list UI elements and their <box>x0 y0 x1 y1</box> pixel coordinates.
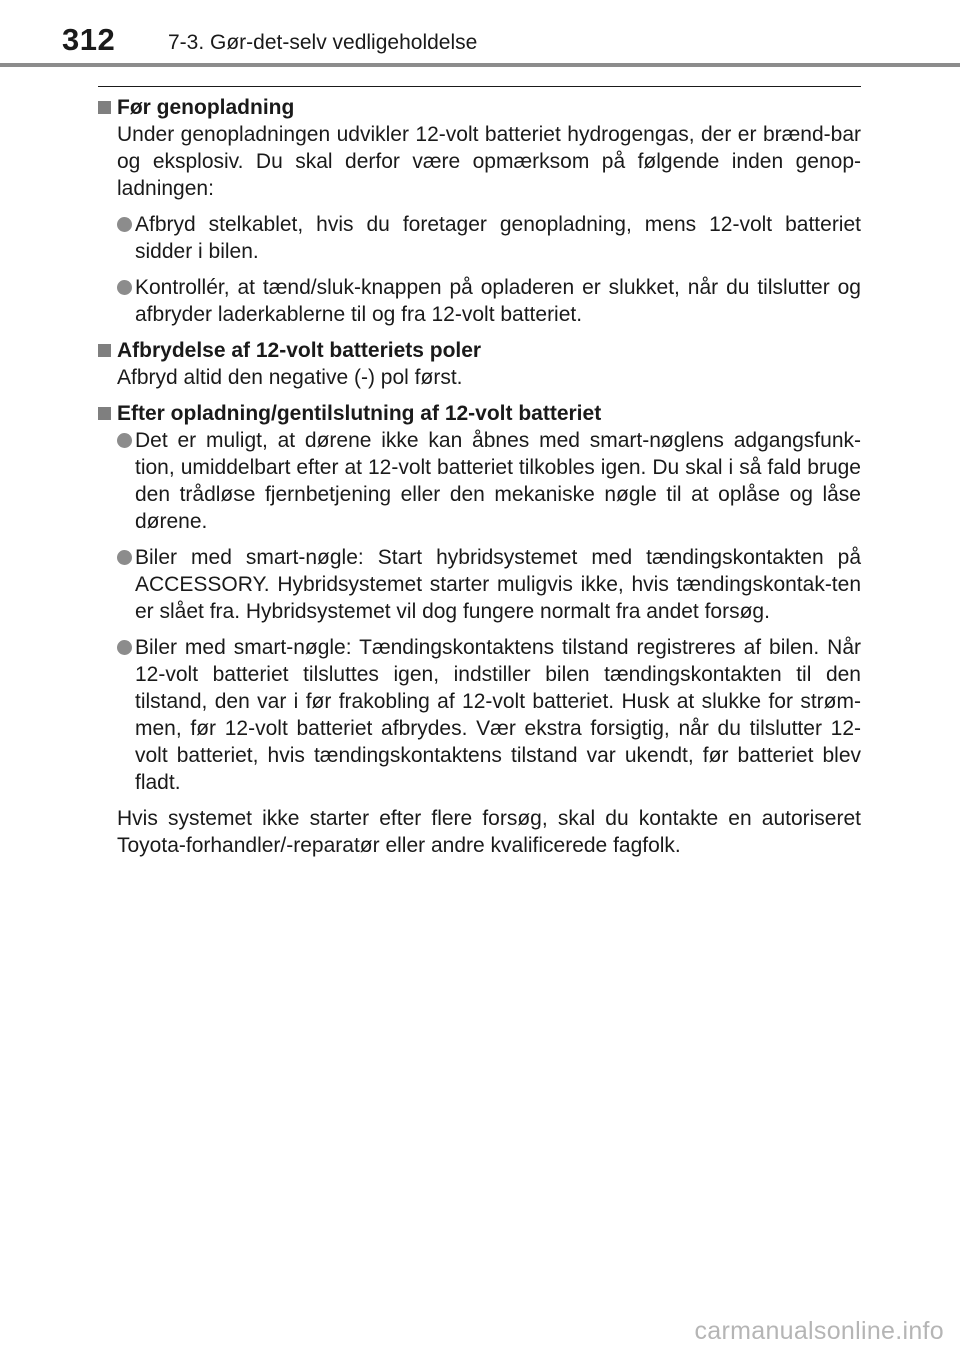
section-heading-text: Efter opladning/gentilslutning af 12-volt batteriet <box>117 402 602 425</box>
page-number: 312 <box>62 22 116 57</box>
section-title: 7-3. Gør-det-selv vedligeholdelse <box>168 31 478 54</box>
header-rule <box>0 63 960 67</box>
list-item <box>117 427 861 535</box>
section-outro: Hvis systemet ikke starter efter flere forsøg, skal du kontakte en autoriseret Toyota-forhandler/-reparatør eller andre kvalificerede fagfolk. <box>117 807 861 857</box>
list-item <box>117 634 861 796</box>
list-item <box>117 274 861 328</box>
list-item-text: Biler med smart-nøgle: Tændingskontaktens tilstand registreres af bilen. Når 12-volt batteriet tilsluttes igen, indstiller bilen tændingskontakten til den tilstand, den var i før frakobling af 12-volt batteriet. Husk at slukke for strøm-men, før 12-volt batteriet afbrydes. Vær ekstra forsigtig, når du tilslutter 12-volt batteriet, hvis tændingskontaktens tilstand var ukendt, før batteriet blev fladt. <box>135 636 861 794</box>
circle-bullet-icon <box>117 280 132 295</box>
circle-bullet-icon <box>117 640 132 655</box>
section-heading-text: Afbrydelse af 12-volt batteriets poler <box>117 339 482 362</box>
square-bullet-icon <box>98 101 111 114</box>
section-heading <box>98 400 861 427</box>
list-item <box>117 211 861 265</box>
section-heading <box>98 337 861 364</box>
square-bullet-icon <box>98 344 111 357</box>
section-disconnect-poles <box>98 337 861 391</box>
list-item-text: Afbryd stelkablet, hvis du foretager genopladning, mens 12-volt batteriet sidder i bilen. <box>135 213 861 263</box>
section-heading <box>98 94 861 121</box>
list-item-text: Kontrollér, at tænd/sluk-knappen på opladeren er slukket, når du tilslutter og afbryder laderkablerne til og fra 12-volt batteriet. <box>135 276 861 326</box>
circle-bullet-icon <box>117 217 132 232</box>
circle-bullet-icon <box>117 433 132 448</box>
list-item <box>117 544 861 625</box>
list-item-text: Biler med smart-nøgle: Start hybridsystemet med tændingskontakten på ACCESSORY. Hybridsystemet starter muligvis ikke, hvis tændingskontak-ten er slået fra. Hybridsystemet vil dog fungere normalt fra andet forsøg. <box>135 546 861 623</box>
watermark-text: carmanualsonline.info <box>694 1317 944 1345</box>
page-header <box>0 0 960 66</box>
section-after-charging <box>98 400 861 859</box>
square-bullet-icon <box>98 407 111 420</box>
list-item-text: Det er muligt, at dørene ikke kan åbnes med smart-nøglens adgangsfunk-tion, umiddelbart efter at 12-volt batteriet tilkobles igen. Du skal i så fald bruge den trådløse fjernbetjening eller den mekaniske nøgle til at oplåse og låse dørene. <box>135 429 861 533</box>
section-before-charging <box>98 94 861 328</box>
section-intro: Under genopladningen udvikler 12-volt batteriet hydrogengas, der er brænd-bar og eksplosiv. Du skal derfor være opmærksom på følgende inden genop-ladningen: <box>117 123 861 200</box>
content-top-rule <box>98 86 861 87</box>
section-heading-text: Før genopladning <box>117 96 295 119</box>
page-content <box>98 94 861 868</box>
circle-bullet-icon <box>117 550 132 565</box>
section-intro: Afbryd altid den negative (-) pol først. <box>117 366 463 389</box>
